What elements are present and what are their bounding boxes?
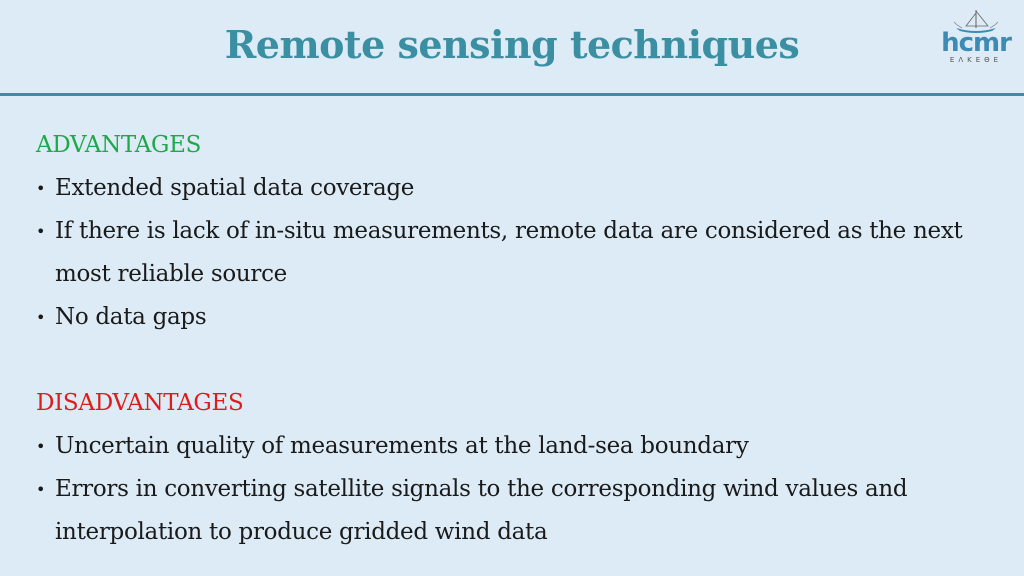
disadvantages-list <box>36 425 1011 554</box>
list-item: • Uncertain quality of measurements at the land-sea boundary <box>36 425 1011 468</box>
slide-title: Remote sensing techniques <box>224 22 800 67</box>
hcmr-logo <box>936 8 1016 66</box>
slide-body <box>36 124 1011 554</box>
section-spacer <box>36 339 1011 382</box>
disadvantages-heading: DISADVANTAGES <box>36 390 244 416</box>
slide-header <box>0 0 1024 93</box>
list-item: • Errors in converting satellite signals to the corresponding wind values and interpolation to produce gridded wind data <box>36 468 1011 554</box>
advantages-list <box>36 167 1011 339</box>
list-item: • Extended spatial data coverage <box>36 167 1011 210</box>
header-divider <box>0 93 1024 96</box>
advantages-heading: ADVANTAGES <box>36 132 202 158</box>
list-item: • If there is lack of in-situ measurements, remote data are considered as the next most reliable source <box>36 210 1011 296</box>
logo-subtitle: ΕΛΚΕΘΕ <box>949 56 1003 64</box>
logo-wordmark: hcmr <box>941 28 1011 58</box>
list-item: • No data gaps <box>36 296 1011 339</box>
